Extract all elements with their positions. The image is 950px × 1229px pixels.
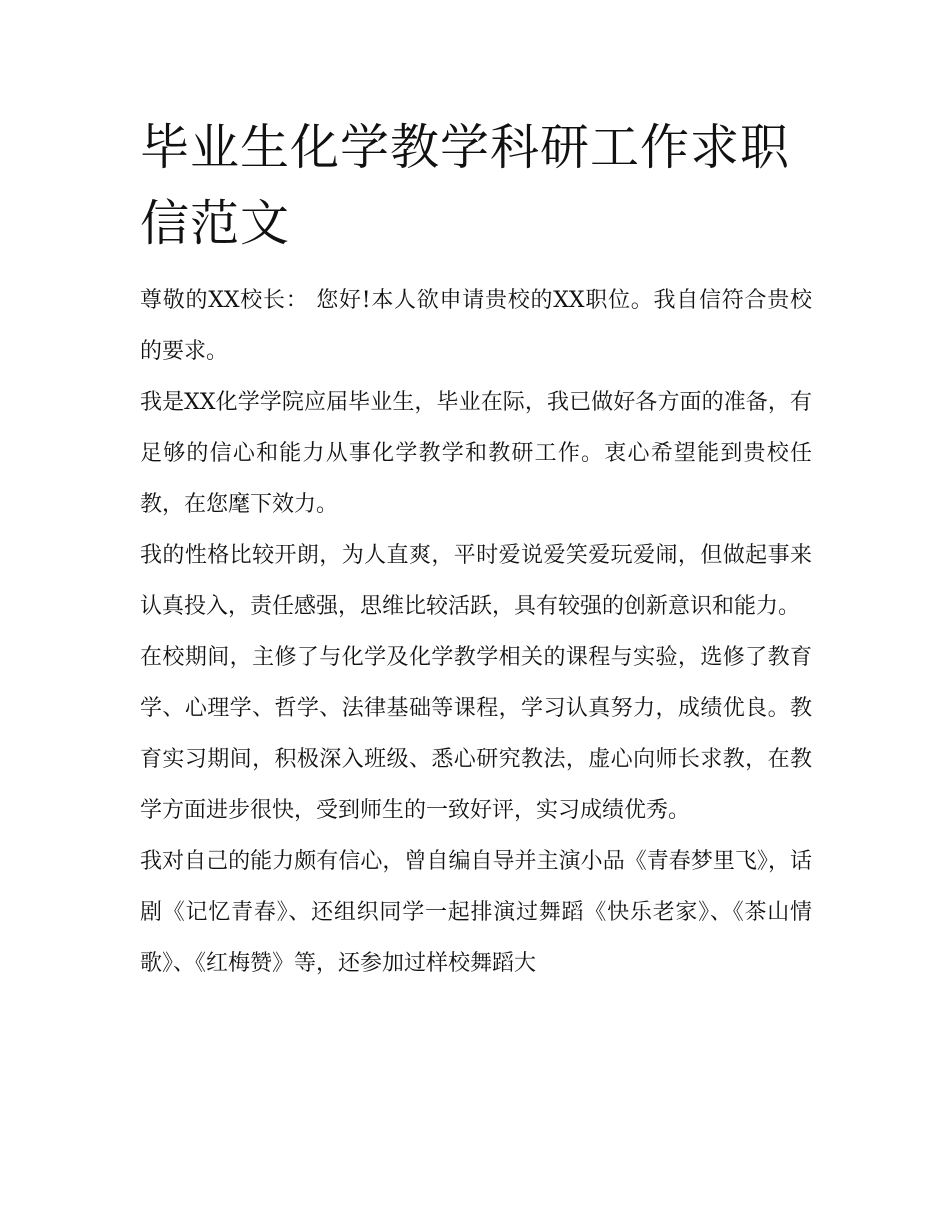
paragraph-introduction: 我是XX化学学院应届毕业生，毕业在际，我已做好各方面的准备，有足够的信心和能力从事化学教学和教研工作。衷心希望能到贵校任教，在您麾下效力。 bbox=[140, 390, 812, 517]
paragraph-activities: 我对自己的能力颇有信心，曾自编自导并主演小品《青春梦里飞》，话剧《记忆青春》、还组织同学一起排演过舞蹈《快乐老家》、《茶山情歌》、《红梅赞》等，还参加过样校舞蹈大 bbox=[140, 849, 812, 976]
paragraph-education: 在校期间，主修了与化学及化学教学相关的课程与实验，选修了教育学、心理学、哲学、法律基础等课程，学习认真努力，成绩优良。教育实习期间，积极深入班级、悉心研究教法，虚心向师长求教，在教学方面进步很快，受到师生的一致好评，实习成绩优秀。 bbox=[140, 645, 812, 823]
paragraph-greeting: 尊敬的XX校长： 您好!本人欲申请贵校的XX职位。我自信符合贵校的要求。 bbox=[140, 288, 812, 364]
paragraph-personality: 我的性格比较开朗，为人直爽，平时爱说爱笑爱玩爱闹，但做起事来认真投入，责任感强，思维比较活跃，具有较强的创新意识和能力。 bbox=[140, 543, 812, 619]
document-body bbox=[140, 275, 812, 989]
document-title: 毕业生化学教学科研工作求职信范文 bbox=[140, 119, 791, 252]
